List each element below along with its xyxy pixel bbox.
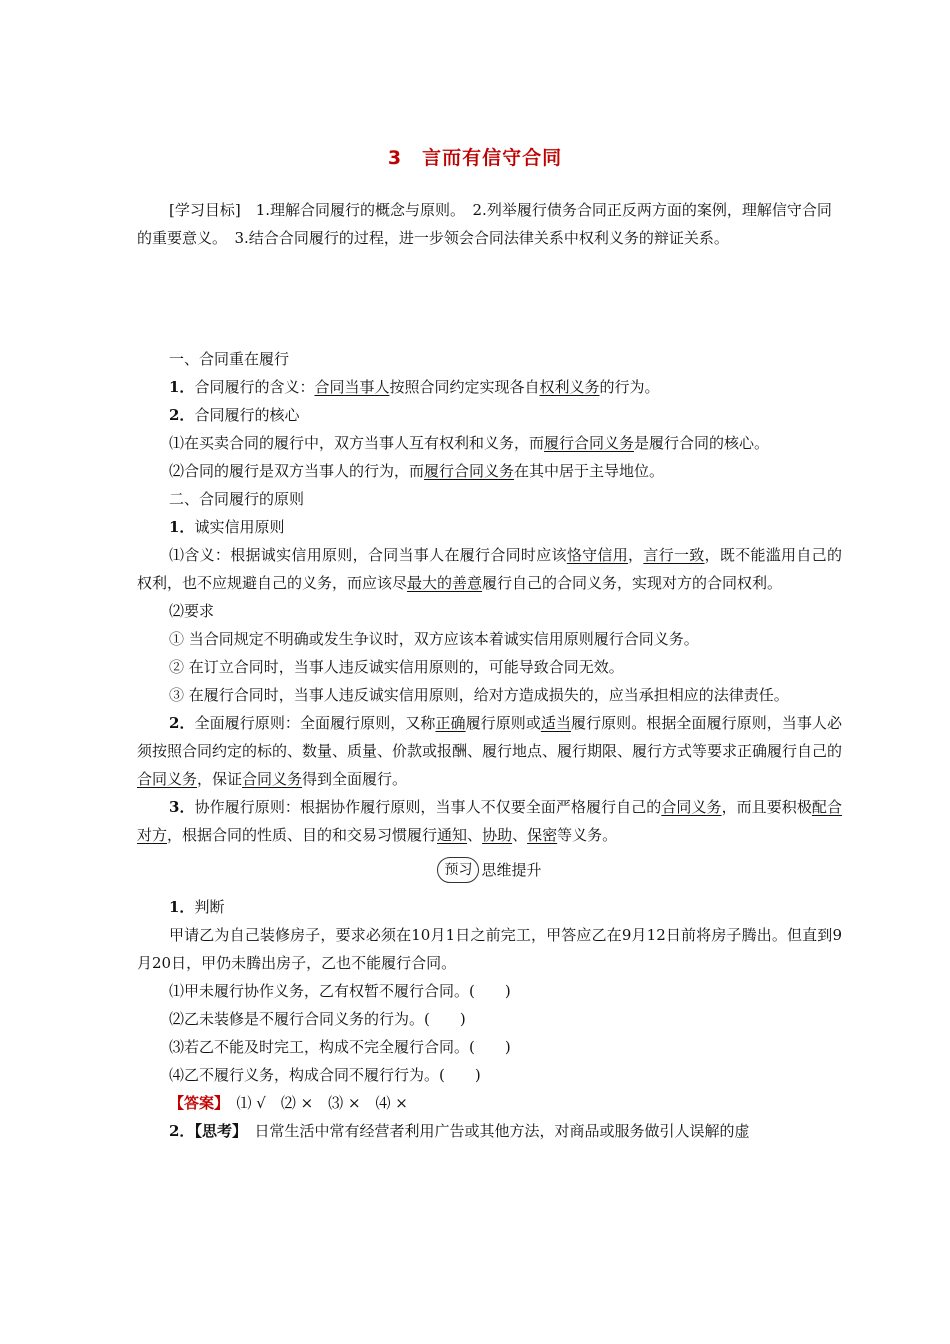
text: 诚实信用原则 — [194, 518, 285, 536]
paragraph-core-2 — [137, 457, 842, 485]
text: 的行为。 — [599, 378, 660, 396]
exercise-scenario: 甲请乙为自己装修房子，要求必须在10月1日之前完工，甲答应乙在9月12日前将房子腾出。但直到9月20日，甲仍未腾出房子，乙也不能履行合同。 — [137, 926, 842, 972]
page-title: 3 言而有信守合同 — [387, 147, 563, 169]
underlined-term: 正确 — [435, 714, 466, 732]
think-text: 日常生活中常有经营者利用广告或其他方法，对商品或服务做引人误解的虚 — [239, 1122, 750, 1140]
underlined-term: 配合对方 — [137, 798, 842, 844]
text: 、 — [512, 826, 528, 844]
text: ⑵合同的履行是双方当事人的行为，而 — [169, 462, 425, 480]
paragraph-core — [137, 401, 842, 429]
requirement-3: ③ 在履行合同时，当事人违反诚实信用原则，给对方造成损失的，应当承担相应的法律责任。 — [169, 686, 789, 704]
text: 是履行合同的核心。 — [634, 434, 770, 452]
underlined-term: 权利义务 — [539, 378, 600, 396]
badge-circle-label: 预习 — [437, 857, 479, 883]
paragraph-cooperation — [137, 793, 842, 849]
text: ，既不能滥用自己的权利，也不应规避自己的义务，而应该尽 — [137, 546, 842, 592]
learning-objectives: [学习目标] 1.理解合同履行的概念与原则。 2.列举履行债务合同正反两方面的案例，理解信守合同的重要意义。 3.结合合同履行的过程，进一步领会合同法律关系中权利义务的辩证关系。 — [137, 201, 832, 247]
text: 判断 — [194, 898, 225, 916]
statement-4: ⑷乙不履行义务，构成合同不履行行为。( ) — [169, 1066, 481, 1084]
paragraph-core-1 — [137, 429, 842, 457]
item-number: 2． — [169, 714, 195, 732]
text: 履行自己的合同义务，实现对方的合同权利。 — [482, 574, 783, 592]
document-body — [137, 345, 842, 1145]
badge-label: 思维提升 — [481, 861, 542, 879]
preview-thinking-badge — [437, 856, 541, 884]
underlined-term: 合同义务 — [242, 770, 303, 788]
underlined-term: 言行一致 — [643, 546, 705, 564]
underlined-term: 履行合同义务 — [544, 434, 635, 452]
underlined-term: 通知 — [437, 826, 468, 844]
text: ⑴在买卖合同的履行中，双方当事人互有权利和义务，而 — [169, 434, 545, 452]
text: 合同履行的核心 — [194, 406, 300, 424]
text: ， — [628, 546, 644, 564]
paragraph-definition — [137, 373, 842, 401]
paragraph-honesty-definition — [137, 541, 842, 597]
text: 、 — [467, 826, 483, 844]
text: ⑴含义：根据诚实信用原则，合同当事人在履行合同时应该 — [169, 546, 567, 564]
underlined-term: 适当 — [540, 714, 572, 732]
underlined-term: 合同义务 — [661, 798, 722, 816]
underlined-term: 保密 — [527, 826, 558, 844]
requirement-2: ② 在订立合同时，当事人违反诚实信用原则的，可能导致合同无效。 — [169, 658, 624, 676]
underlined-term: 履行合同义务 — [424, 462, 515, 480]
paragraph-requirements: ⑵要求 — [169, 602, 215, 620]
text: 合同履行的含义： — [194, 378, 315, 396]
item-number: 1． — [169, 378, 195, 396]
item-number: 1． — [169, 898, 195, 916]
section-heading-1: 一、合同重在履行 — [169, 350, 290, 368]
text: 协作履行原则：根据协作履行原则，当事人不仅要全面严格履行自己的 — [194, 798, 662, 816]
think-question — [137, 1117, 842, 1145]
underlined-term: 协助 — [482, 826, 513, 844]
text: ，保证 — [197, 770, 243, 788]
exercise-heading — [137, 893, 842, 921]
text: 等义务。 — [557, 826, 618, 844]
think-tag: 【思考】 — [194, 1122, 240, 1140]
answer-line — [137, 1089, 842, 1117]
item-number: 2． — [169, 406, 195, 424]
paragraph-honesty — [137, 513, 842, 541]
text: ，根据合同的性质、目的和交易习惯履行 — [167, 826, 438, 844]
underlined-term: 合同当事人 — [314, 378, 390, 396]
text: 履行原则。根据全面履行原则，当事人必须按照合同约定的标的、数量、质量、价款或报酬、履行地点、履行期限、履行方式等要求正确履行自己的 — [137, 714, 843, 760]
requirement-1: ① 当合同规定不明确或发生争议时，双方应该本着诚实信用原则履行合同义务。 — [169, 630, 699, 648]
text: 得到全面履行。 — [302, 770, 408, 788]
underlined-term: 最大的善意 — [407, 574, 483, 592]
section-badge — [137, 855, 842, 887]
answer-tag: 【答案】 — [169, 1094, 222, 1112]
item-number: 3． — [169, 798, 195, 816]
statement-1: ⑴甲未履行协作义务，乙有权暂不履行合同。( ) — [169, 982, 511, 1000]
text: ，而且要积极 — [721, 798, 812, 816]
text: 在其中居于主导地位。 — [514, 462, 665, 480]
paragraph-full-performance — [137, 709, 842, 793]
statement-2: ⑵乙未装修是不履行合同义务的行为。( ) — [169, 1010, 466, 1028]
underlined-term: 恪守信用 — [566, 546, 629, 564]
text: 按照合同约定实现各自 — [389, 378, 540, 396]
answer-text: ⑴ √ ⑵ × ⑶ × ⑷ × — [221, 1094, 408, 1112]
statement-3: ⑶若乙不能及时完工，构成不完全履行合同。( ) — [169, 1038, 511, 1056]
section-heading-2: 二、合同履行的原则 — [169, 490, 305, 508]
text: 全面履行原则：全面履行原则，又称 — [194, 714, 436, 732]
item-number: 2． — [169, 1122, 195, 1140]
text: 履行原则或 — [465, 714, 541, 732]
underlined-term: 合同义务 — [137, 770, 198, 788]
item-number: 1． — [169, 518, 195, 536]
